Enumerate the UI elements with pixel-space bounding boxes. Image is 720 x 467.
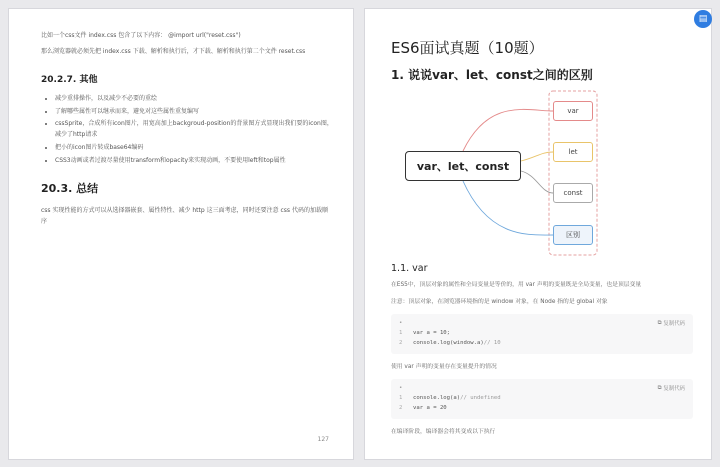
summary-text: css 实现性能的方式可以从选择器嵌套、属性特性、减少 http 这三面考虑，同时还要注意 css 代码的加载顺序: [41, 207, 328, 226]
code-line: [399, 338, 685, 348]
section-summary-title: 20.3. 总结: [41, 181, 99, 195]
var-para-1: 在ES5中，顶层对象的属性和全局变量是等价的，用 var 声明的变量既是全局变量，也是顶层变量: [391, 282, 642, 288]
connector-const: [521, 171, 553, 193]
intro-line-1: 比如一个css文件 index.css 包含了以下内容： @import url("reset.css"): [41, 32, 241, 39]
tips-list: [41, 94, 333, 167]
code-text: console.log(window.a): [413, 340, 484, 347]
mindmap-node-let: let: [553, 142, 593, 162]
mindmap-center-node: var、let、const: [405, 151, 521, 181]
var-para-2: 注意：顶层对象，在浏览器环境指的是 window 对象，在 Node 指的是 global 对象: [391, 299, 608, 305]
intro-line-2: 那么浏览器就必须先把 index.css 下载、解析和执行后，才下载、解析和执行第二个文件 reset.css: [41, 47, 306, 55]
code-text: var a = 20: [413, 405, 447, 412]
subsection-var-title: 1.1. var: [391, 263, 428, 274]
question-heading: 1. 说说var、let、const之间的区别: [391, 68, 593, 82]
mindmap-diagram: [399, 89, 599, 259]
code-line: [399, 393, 685, 403]
code-text: console.log(a): [413, 395, 461, 402]
section-other-title: 20.2.7. 其他: [41, 74, 98, 85]
connector-let: [521, 152, 553, 161]
app-icon[interactable]: [694, 10, 712, 28]
code-block-2: [391, 379, 693, 419]
connector-var: [463, 109, 553, 151]
line-number: 2: [399, 405, 403, 412]
var-para-3: 使用 var 声明的变量存在变量提升的情况: [391, 364, 497, 371]
page-title: ES6面试真题（10题）: [391, 39, 544, 57]
copy-code-button[interactable]: [658, 384, 685, 392]
document-icon: ▤: [698, 14, 708, 24]
mindmap-node-diff: 区别: [553, 225, 593, 245]
list-item: • 了解哪些属性可以继承而来，避免对这些属性重复编写: [55, 107, 333, 118]
code-dots-icon: •: [399, 385, 403, 392]
line-number: 2: [399, 340, 403, 347]
list-item: • 减少重排操作，以及减少不必要的重绘: [55, 94, 333, 105]
copy-code-label: 复制代码: [663, 321, 685, 327]
list-item: • cssSprite，合成所有icon图片，用宽高加上backgroud-position的背景图方式显现出我们要的icon图，减少了http请求: [55, 119, 333, 141]
page-number: 127: [317, 436, 329, 443]
copy-code-label: 复制代码: [663, 386, 685, 393]
line-number: 1: [399, 395, 403, 402]
var-para-4: 在编译阶段，编译器会将其变成以下执行: [391, 429, 496, 436]
list-item: • 把小的icon图片转成base64编码: [55, 143, 333, 154]
copy-code-button[interactable]: [658, 319, 685, 327]
code-line: [399, 403, 685, 413]
code-comment: // 10: [483, 340, 501, 347]
copy-icon: ⧉: [657, 384, 662, 391]
code-dots-icon: •: [399, 320, 403, 326]
code-text: var a = 10;: [413, 330, 451, 336]
left-page: [8, 8, 354, 460]
connector-diff: [463, 181, 553, 235]
mindmap-node-var: var: [553, 101, 593, 121]
list-item: • CSS3动画或者过渡尽量使用transform和opacity来实现动画，不要使用left和top属性: [55, 156, 333, 167]
right-page: [364, 8, 712, 460]
copy-icon: ⧉: [657, 319, 662, 326]
code-line: [399, 328, 685, 338]
code-block-1: [391, 314, 693, 354]
code-comment: // undefined: [460, 395, 501, 402]
line-number: 1: [399, 330, 403, 336]
mindmap-node-const: const: [553, 183, 593, 203]
